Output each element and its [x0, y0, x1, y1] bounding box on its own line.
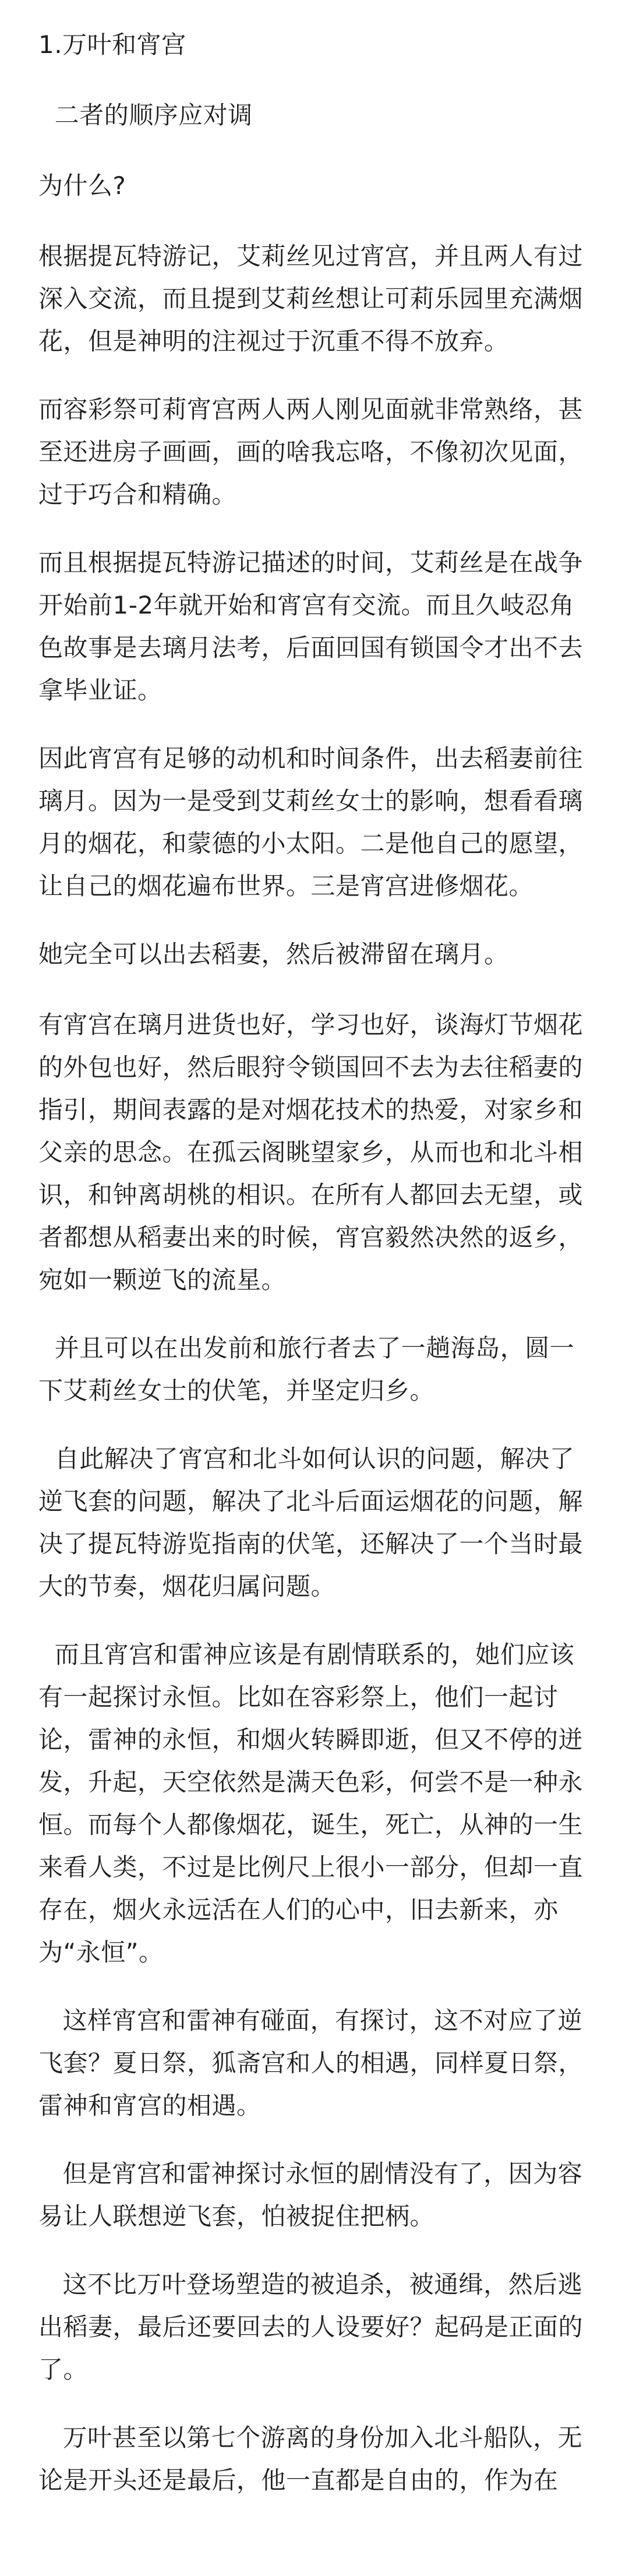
paragraph: 而且根据提瓦特游记描述的时间，艾莉丝是在战争开始前1-2年就开始和宵宫有交流。而且久岐忍角色故事是去璃月法考，后面回国有锁国令才出不去拿毕业证。: [38, 548, 584, 704]
paragraph: 自此解决了宵宫和北斗如何认识的问题，解决了逆飞套的问题，解决了北斗后面运烟花的问题，解决了提瓦特游览指南的伏笔，还解决了一个当时最大的节奏，烟花归属问题。: [38, 1444, 584, 1601]
paragraph: 而且宵宫和雷神应该是有剧情联系的，她们应该有一起探讨永恒。比如在容彩祭上，他们一起讨论，雷神的永恒，和烟火转瞬即逝，但又不停的迸发，升起，天空依然是满天色彩，何尝不是一种永恒。而每个人都像烟花，诞生，死亡，从神的一生来看人类，不过是比例尺上很小一部分，但却一直存在，烟火永远活在人们的心中，旧去新来，亦为“永恒”。: [38, 1640, 584, 1967]
paragraph: 有宵宫在璃月进货也好，学习也好，谈海灯节烟花的外包也好，然后眼狩令锁国回不去为去往稻妻的指引，期间表露的是对烟花技术的热爱，对家乡和父亲的思念。在孤云阁眺望家乡，从而也和北斗相识，和钟离胡桃的相识。在所有人都回去无望，或者都想从稻妻出来的时候，宵宫毅然决然的返乡，宛如一颗逆飞的流星。: [38, 1010, 584, 1294]
paragraph: 二者的顺序应对调: [38, 101, 253, 129]
paragraph: 这样宵宫和雷神有碰面，有探讨，这不对应了逆飞套？夏日祭，狐斋宫和人的相遇，同样夏日祭，雷神和宵宫的相遇。: [38, 2006, 584, 2120]
paragraph: 但是宵宫和雷神探讨永恒的剧情没有了，因为容易让人联想逆飞套，怕被捉住把柄。: [38, 2159, 583, 2230]
paragraph: 根据提瓦特游记，艾莉丝见过宵宫，并且两人有过深入交流，而且提到艾莉丝想让可莉乐园里充满烟花，但是神明的注视过于沉重不得不放弃。: [38, 242, 584, 355]
paragraph: 而容彩祭可莉宵宫两人两人刚见面就非常熟络，甚至还进房子画画，画的啥我忘咯，不像初次见面，过于巧合和精确。: [38, 395, 584, 509]
paragraph: 因此宵宫有足够的动机和时间条件，出去稻妻前往璃月。因为一是受到艾莉丝女士的影响，想看看璃月的烟花，和蒙德的小太阳。二是他自己的愿望，让自己的烟花遍布世界。三是宵宫进修烟花。: [38, 744, 584, 900]
paragraph: 1.万叶和宵宫: [38, 30, 186, 59]
paragraph: 为什么?: [38, 171, 126, 200]
paragraph: 万叶甚至以第七个游离的身份加入北斗船队，无论是开头还是最后，他一直都是自由的，作为在: [38, 2423, 583, 2494]
paragraph: 她完全可以出去稻妻，然后被滞留在璃月。: [38, 940, 509, 968]
paragraph: 这不比万叶登场塑造的被追杀，被通缉，然后逃出稻妻，最后还要回去的人设要好？起码是正面的了。: [38, 2270, 584, 2384]
paragraph: 并且可以在出发前和旅行者去了一趟海岛，圆一下艾莉丝女士的伏笔，并坚定归乡。: [38, 1334, 575, 1405]
